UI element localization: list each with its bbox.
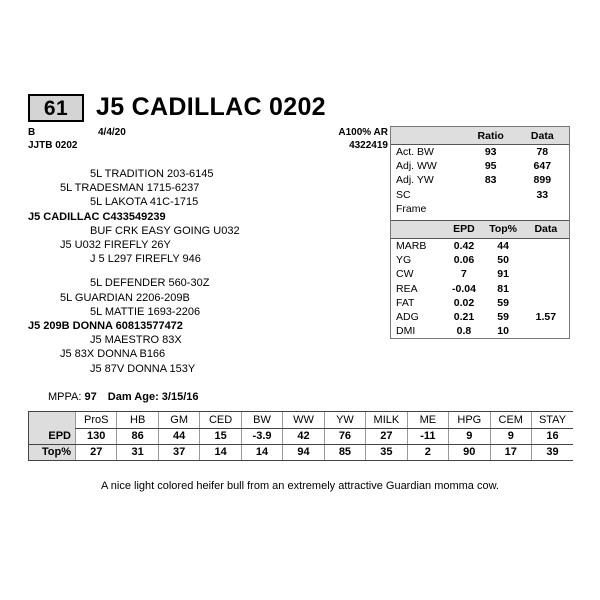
table-row	[391, 296, 569, 310]
ratio-cell-data: 899	[533, 174, 552, 187]
epd-side-cell-epd: 0.21	[453, 310, 475, 323]
pedigree-line: J5 87V DONNA 153Y	[90, 362, 196, 375]
epd-bottom-cell: 27	[76, 444, 117, 460]
sex-code: B	[28, 127, 36, 138]
epd-bottom-cell: 14	[241, 444, 282, 460]
epd-side-header-row	[391, 221, 569, 239]
epd-bottom-cell: 27	[366, 428, 407, 444]
pedigree-line: J 5 L297 FIREFLY 946	[90, 253, 201, 266]
epd-bottom-cell: 86	[117, 428, 158, 444]
ratio-cell-data: 647	[533, 160, 552, 173]
page-title: J5 CADILLAC 0202	[96, 93, 326, 121]
epd-side-cell-data: 1.57	[535, 310, 557, 323]
pedigree-line: J5 MAESTRO 83X	[90, 334, 182, 347]
ratio-cell-trait: Act. BW	[396, 146, 434, 159]
epd-bottom-cell: 16	[531, 428, 573, 444]
epd-bottom-cell: 44	[158, 428, 199, 444]
pedigree-block	[28, 167, 328, 403]
table-row	[391, 310, 569, 324]
table-row	[29, 428, 574, 444]
epd-bottom-col-header: HPG	[449, 412, 490, 428]
epd-side-cell-data	[523, 267, 569, 281]
pedigree-line: 5L LAKOTA 41C-1715	[90, 196, 199, 209]
epd-side-header-blank	[391, 221, 444, 239]
table-row	[391, 202, 569, 216]
pedigree-line: BUF CRK EASY GOING U032	[90, 224, 240, 237]
pedigree-line: 5L TRADITION 203-6145	[90, 168, 214, 180]
table-row	[29, 444, 574, 460]
epd-bottom-cell: 130	[76, 428, 117, 444]
epd-side-table	[391, 221, 569, 338]
epd-bottom-header-row	[29, 412, 574, 428]
ratio-cell-ratio: 95	[484, 160, 497, 173]
footnote-text: A nice light colored heifer bull from an extremely attractive Guardian momma cow.	[100, 480, 499, 492]
epd-side-cell-epd: 7	[461, 268, 467, 281]
epd-bottom-corner-cell	[29, 412, 76, 428]
epd-side-cell-top: 59	[497, 310, 509, 323]
right-stats-panel	[390, 126, 570, 339]
epd-side-cell-trait: REA	[396, 282, 418, 295]
epd-bottom-col-header: ME	[407, 412, 448, 428]
epd-bottom-col-header: GM	[158, 412, 199, 428]
epd-side-cell-epd: 0.06	[453, 254, 475, 267]
table-row	[391, 253, 569, 267]
epd-side-cell-trait: ADG	[396, 310, 419, 323]
epd-side-cell-data	[523, 296, 569, 310]
epd-side-cell-epd: -0.04	[452, 282, 476, 295]
dam-age-label: Dam Age:	[107, 391, 159, 403]
registration-id: 4322419	[349, 140, 388, 151]
epd-bottom-cell: 9	[449, 428, 490, 444]
epd-side-cell-data	[523, 282, 569, 296]
dam-pedigree	[28, 276, 328, 375]
epd-bottom-cell: 15	[200, 428, 241, 444]
epd-side-header-epd: EPD	[444, 221, 483, 239]
epd-side-cell-top: 81	[497, 282, 509, 295]
ratio-cell-trait: SC	[396, 188, 411, 201]
epd-bottom-cell: 76	[324, 428, 365, 444]
table-row	[391, 188, 569, 202]
epd-bottom-table-wrap	[28, 412, 573, 461]
epd-side-cell-epd: 0.8	[456, 325, 472, 338]
table-row	[391, 173, 569, 187]
ratio-cell-ratio: 93	[484, 146, 497, 159]
epd-side-cell-trait: YG	[396, 254, 412, 267]
pedigree-line: 5L DEFENDER 560-30Z	[90, 277, 210, 290]
epd-side-cell-data	[523, 324, 569, 338]
epd-bottom-col-header: STAY	[531, 412, 573, 428]
epd-side-cell-data	[523, 253, 569, 267]
birth-date: 4/4/20	[98, 127, 126, 138]
epd-side-cell-top: 59	[497, 296, 509, 309]
epd-side-cell-top: 10	[497, 325, 509, 338]
epd-bottom-row-label: EPD	[29, 428, 76, 444]
pedigree-line: J5 CADILLAC C433549239	[28, 210, 166, 223]
epd-side-cell-trait: FAT	[396, 296, 415, 309]
epd-bottom-col-header: MILK	[366, 412, 407, 428]
ratio-cell-trait: Adj. YW	[396, 174, 434, 187]
epd-side-cell-top: 91	[497, 268, 509, 281]
epd-side-cell-epd: 0.02	[453, 296, 475, 309]
reg-tag: JJTB 0202	[28, 140, 78, 151]
ratio-cell-data	[516, 202, 569, 216]
epd-side-cell-top: 50	[497, 254, 509, 267]
table-row	[391, 267, 569, 281]
ratio-header-ratio: Ratio	[466, 127, 516, 145]
lot-header	[28, 94, 388, 158]
epd-bottom-col-header: CEM	[490, 412, 531, 428]
lot-number-badge: 61	[28, 94, 84, 122]
epd-bottom-cell: -3.9	[241, 428, 282, 444]
ratio-cell-ratio: 83	[484, 174, 497, 187]
epd-side-cell-epd: 0.42	[453, 240, 475, 253]
table-row	[391, 159, 569, 173]
mppa-label: MPPA:	[48, 391, 82, 403]
epd-bottom-cell: 35	[366, 444, 407, 460]
ratio-cell-ratio	[466, 188, 516, 202]
sire-pedigree	[28, 167, 328, 266]
epd-bottom-col-header: BW	[241, 412, 282, 428]
epd-bottom-table	[28, 412, 573, 461]
epd-bottom-cell: -11	[407, 428, 448, 444]
epd-bottom-row-label: Top%	[29, 444, 76, 460]
epd-bottom-cell: 42	[283, 428, 324, 444]
ratio-cell-trait: Adj. WW	[396, 160, 437, 173]
pedigree-line: 5L GUARDIAN 2206-209B	[60, 291, 190, 304]
ratio-cell-data: 78	[536, 146, 549, 159]
epd-side-cell-top: 44	[497, 240, 509, 253]
epd-bottom-cell: 14	[200, 444, 241, 460]
epd-side-cell-data	[523, 238, 569, 253]
epd-bottom-col-header: CED	[200, 412, 241, 428]
ratio-header-data: Data	[516, 127, 569, 145]
pedigree-line: J5 U032 FIREFLY 26Y	[60, 239, 171, 252]
pedigree-spacer	[28, 266, 328, 276]
epd-bottom-cell: 9	[490, 428, 531, 444]
epd-side-header-data: Data	[523, 221, 569, 239]
pedigree-line: 5L MATTIE 1693-2206	[90, 305, 201, 318]
ratio-table	[391, 127, 569, 216]
epd-bottom-col-header: YW	[324, 412, 365, 428]
ratio-cell-ratio	[466, 202, 516, 216]
epd-bottom-cell: 2	[407, 444, 448, 460]
table-row	[391, 145, 569, 160]
epd-bottom-cell: 90	[449, 444, 490, 460]
ratio-table-header-row	[391, 127, 569, 145]
pedigree-line: J5 83X DONNA B166	[60, 348, 166, 361]
epd-bottom-cell: 37	[158, 444, 199, 460]
table-row	[391, 282, 569, 296]
epd-bottom-col-header: ProS	[76, 412, 117, 428]
epd-bottom-cell: 94	[283, 444, 324, 460]
pedigree-line: 5L TRADESMAN 1715-6237	[60, 182, 200, 195]
epd-bottom-col-header: HB	[117, 412, 158, 428]
epd-bottom-cell: 39	[531, 444, 573, 460]
epd-side-cell-trait: DMI	[396, 325, 416, 338]
epd-side-cell-trait: MARB	[396, 240, 427, 253]
epd-bottom-col-header: WW	[283, 412, 324, 428]
epd-bottom-cell: 85	[324, 444, 365, 460]
pedigree-line: J5 209B DONNA 60813577472	[28, 320, 183, 333]
mppa-value: 97	[84, 391, 97, 403]
table-row	[391, 324, 569, 338]
dam-age-value: 3/15/16	[161, 391, 199, 403]
epd-side-cell-trait: CW	[396, 268, 414, 281]
epd-bottom-cell: 31	[117, 444, 158, 460]
epd-bottom-cell: 17	[490, 444, 531, 460]
ratio-header-blank	[391, 127, 466, 145]
mppa-dam-age-line	[48, 391, 199, 403]
epd-side-header-top: Top%	[484, 221, 523, 239]
table-row	[391, 238, 569, 253]
ratio-cell-data: 33	[536, 188, 549, 201]
percent-ar: A100% AR	[338, 127, 388, 138]
ratio-cell-trait: Frame	[396, 202, 427, 215]
